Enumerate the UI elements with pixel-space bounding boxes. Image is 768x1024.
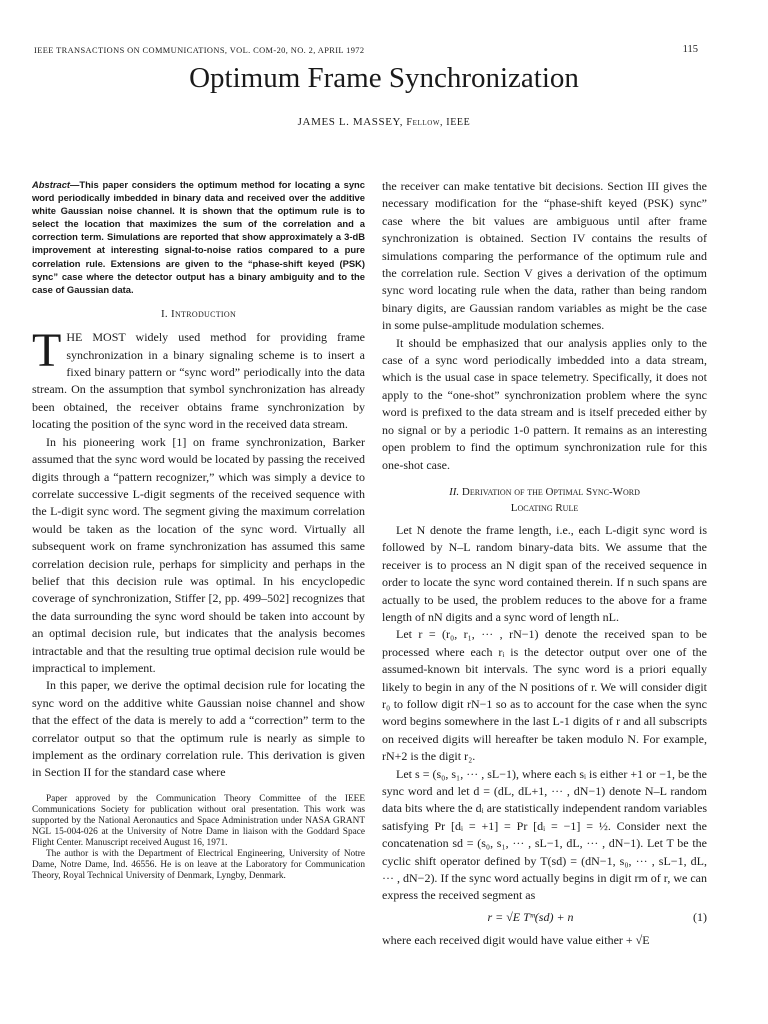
right-paragraph-2: It should be emphasized that our analysis applies only to the case of a sync word periodically imbedded into a data stream, which is the usual case in space telemetry. Specifically, it does not apply to the “one-shot” synchronization problem where the sync word is prefixed to the data stream and is itself preceded either by no signal or by a periodic 1-0 pattern. It remains as an interesting open problem to find the optimum synchronization rule for this one-shot case. (382, 335, 707, 472)
page-number: 115 (682, 44, 698, 55)
equation-1 (382, 909, 707, 926)
paper-title: Optimum Frame Synchronization (189, 62, 579, 94)
section-2-title-line1: Derivation of the Optimal Sync-Word (461, 485, 640, 498)
abstract (32, 178, 365, 296)
section-2-number: II. (449, 485, 460, 498)
section-2-title-line2: Locating Rule (510, 501, 579, 514)
footnote (32, 794, 365, 882)
intro-paragraph-1 (32, 324, 365, 433)
footnote-p1: Paper approved by the Communication Theory Committee of the IEEE Communications Society for publication without oral presentation. This work was supported by the National Aeronautics and Space Administration under NASA GRANT NGL 15-004-026 at the University of Notre Dame in liaison with the Goddard Space Flight Center. Manuscript received August 16, 1971. (32, 793, 365, 848)
intro-paragraph-3: In this paper, we derive the optimal decision rule for locating the sync word on the additive white Gaussian noise channel and show that the effect of the data is merely to add a “correction” term to the correlator output so that the optimum rule is nearly as simple to implement as the ordinary correlation rule. This derivation is given in Section II for the standard case where (32, 678, 365, 780)
author-line (0, 116, 768, 128)
intro-p1-text: HE MOST widely used method for providing frame synchronization in a binary signaling scheme is to insert a fixed binary pattern or “sync word” periodically into the data stream. On the assumption that symbol synchronization has already been obtained, the receiver obtains frame synchronization by locating the position of the sync word in the received data stream. (32, 330, 365, 432)
right-paragraph-1: the receiver can make tentative bit decisions. Section III gives the necessary modification for the “phase-shift keyed (PSK) sync” case where the bit values are ambiguous until after frame synchronization is obtained. Section IV contains the results of simulations comparing the performance of the optimum rule and the correlation rule. Section V gives a derivation of the optimum sync word locating rule when the data, rather than being random binary digits, are Gaussian random variables as might be the case in some pulse-amplitude modulation schemes. (382, 179, 707, 333)
equation-1-body: r = √E Tᵐ(sd) + n (487, 909, 574, 924)
abstract-lead: Abstract (32, 179, 71, 190)
author-name: JAMES L. MASSEY, (297, 116, 404, 128)
abstract-text: —This paper considers the optimum method for locating a sync word periodically imbedded in binary data and received over the additive white Gaussian noise channel. It is shown that the optimum rule is to select the location that maximizes the sum of the correlation and a correction term. Simulations are reported that show approximately a 3-dB improvement at interesting signal-to-noise ratios compared to a pure correlation rule. Extensions are given to the “phase-shift keyed (PSK) sync” case where the detector output has a binary ambiguity and to the case of Gaussian data. (32, 179, 365, 295)
running-head: IEEE TRANSACTIONS ON COMMUNICATIONS, VOL. COM-20, NO. 2, APRIL 1972 (34, 46, 365, 55)
right-column (382, 178, 707, 950)
section-2-heading (382, 484, 707, 516)
section-1-title: Introduction (171, 307, 237, 320)
right-paragraph-3: Let N denote the frame length, i.e., each L-digit sync word is followed by N–L random binary-data bits. We assume that the receiver is to process an N digit span of the received sequence in order to locate the sync word contained therein. If n such spans are actually to be used, the problem reduces to the above for a frame length of nN digits and a sync word of length nL. (382, 522, 707, 624)
drop-cap: T (32, 324, 62, 378)
equation-1-number: (1) (693, 909, 707, 924)
author-affiliation: Fellow, IEEE (406, 117, 471, 128)
section-1-number: I. (160, 307, 168, 320)
left-column (32, 178, 365, 882)
intro-paragraph-2: In his pioneering work [1] on frame synchronization, Barker assumed that the sync word would be located by passing the received digits through a “pattern recognizer,” which was simply a device to correlate successive L-digit segments of the received sequence with the L-digit sync word. The segment giving the maximum correlation would be taken as the location of the sync word. Virtually all subsequent work on frame synchronization has assumed this same correlation decision rule, perhaps for simplicity and perhaps in the belief that this decision rule was optimal. In his encyclopedic coverage of synchronization, Stiffer [2, pp. 499–502] recognizes that the data surrounding the sync word should be taken into account by an optimal decision rule, but indicates that the analysis becomes intractable and that the resulting true optimal decision rule would be impractical to implement. (32, 434, 365, 675)
right-paragraph-5: Let s = (s₀, s₁, ··· , sL−1), where each sᵢ is either +1 or −1, be the sync word and let d = (dL, dL+1, ··· , dN−1) denote N–L random data bits where the dᵢ are statistically independent random variables satisfying Pr [dᵢ = +1] = Pr [dᵢ = −1] = ½. Consider next the concatenation sd = (s₀, s₁, ··· , sL−1, dL, ··· , dN−1). Let T be the cyclic shift operator defined by T(sd) = (dN−1, s₀, ··· , sL−1, dL, ··· , dN−2). If the sync word actually begins in digit rm of r, we can express the received segment as (382, 766, 707, 903)
right-paragraph-4: Let r = (r₀, r₁, ··· , rN−1) denote the received span to be processed where each rᵢ is the detector output over one of the assumed-known bit intervals. The sync word is a priori equally likely to begin in any of the N positions of r. We will consider digit r₀ to follow digit rN−1 so as to account for the case when the sync word begins somewhere in the last L-1 digits of r and all subscripts on received digits will hereafter be taken modulo N. For example, rN+2 is the digit r₂. (382, 627, 707, 764)
right-paragraph-6: where each received digit would have value either + √E (382, 933, 650, 948)
section-1-heading (32, 306, 365, 323)
footnote-p2: The author is with the Department of Electrical Engineering, University of Notre Dame, Notre Dame, Ind. 46556. He is on leave at the Laboratory for Communication Theory, Royal Technical University of Denmark, Lyngby, Denmark. (32, 848, 365, 881)
